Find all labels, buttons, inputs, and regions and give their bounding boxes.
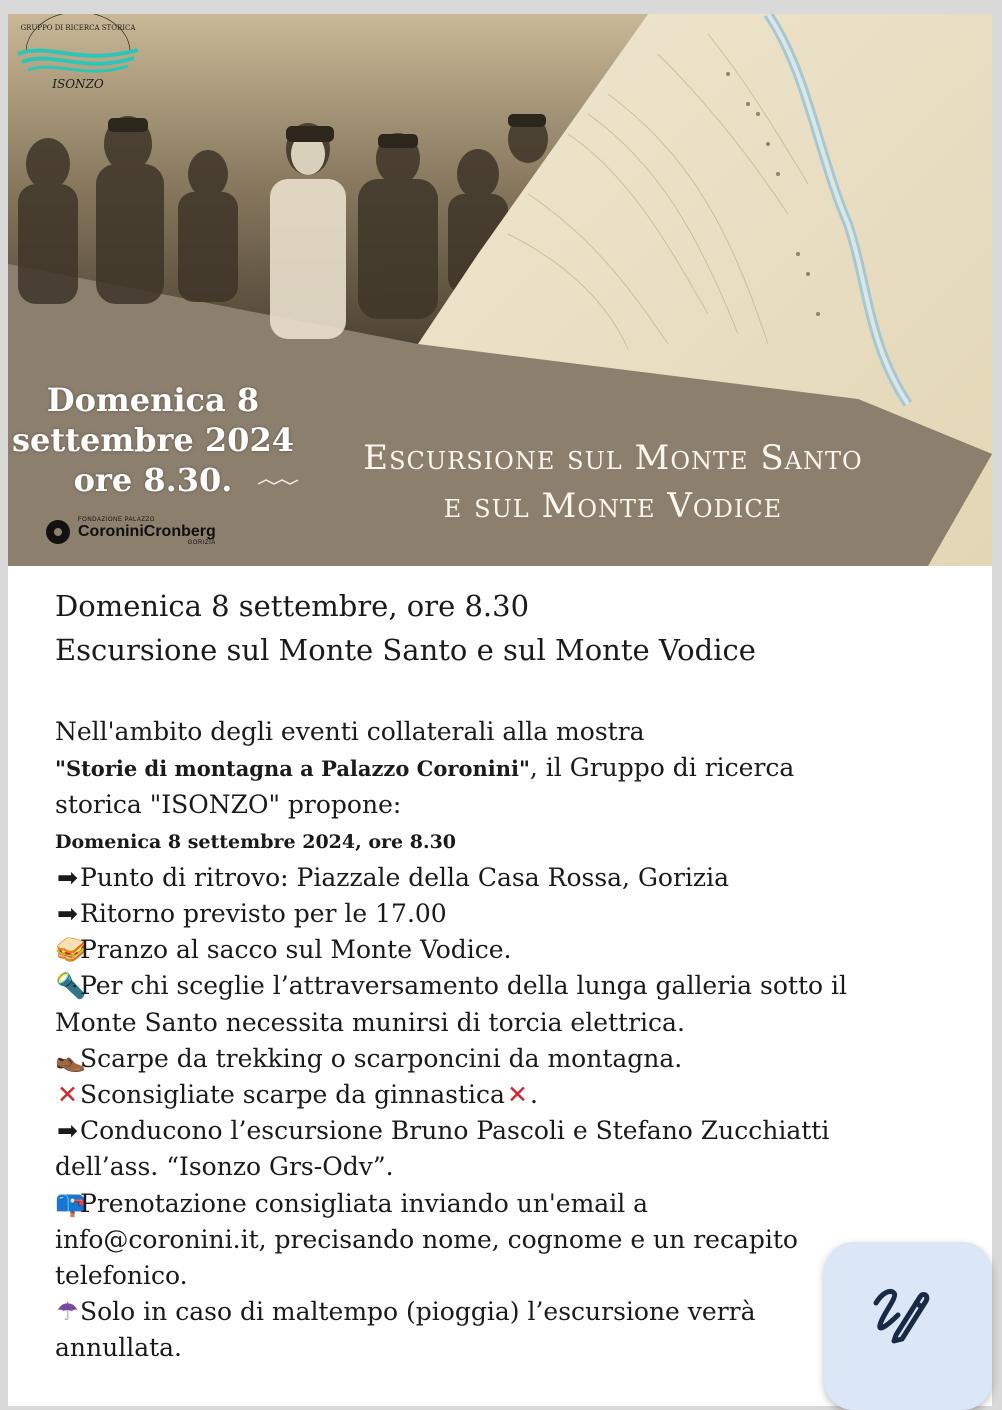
detail-meeting-point: [55, 860, 935, 896]
partner-sub-text: GORIZIA: [187, 540, 216, 546]
event-description: [55, 584, 935, 1367]
doodle-edit-icon: [868, 1281, 932, 1345]
banner-date-line3: ore 8.30.: [73, 461, 233, 499]
detail-booking-cont: telefonico.: [55, 1261, 188, 1291]
banner-title: [308, 434, 918, 530]
banner-title-line2: e sul Monte Vodice: [443, 486, 783, 526]
detail-text: Sconsigliate scarpe da ginnastica: [80, 1080, 505, 1110]
sandwich-icon: 🥪: [55, 935, 87, 965]
detail-text: Per chi sceglie l’attraversamento della lunga galleria sotto il: [80, 971, 847, 1001]
detail-guides: [55, 1113, 935, 1149]
detail-text: Ritorno previsto per le 17.00: [80, 899, 447, 929]
cross-mark-icon: ✕: [506, 1080, 528, 1110]
exhibition-title: "Storie di montagna a Palazzo Coronini": [55, 756, 530, 782]
detail-text: Scarpe da trekking o scarponcini da montagna.: [80, 1043, 683, 1073]
intro-line: storica "ISONZO" propone:: [55, 790, 402, 820]
edit-fab-button[interactable]: [824, 1242, 992, 1410]
right-arrow-icon: ➡: [57, 1116, 78, 1146]
flyer-page: [8, 14, 992, 1406]
partner-name: CoroniniCronberg: [78, 523, 216, 540]
partner-logo: [46, 514, 216, 550]
heading-title: Escursione sul Monte Santo e sul Monte Vodice: [55, 633, 756, 667]
detail-booking: [55, 1186, 935, 1222]
partner-small-text: FONDAZIONE PALAZZO: [78, 517, 155, 523]
detail-shoes: [55, 1041, 935, 1077]
flashlight-icon: 🔦: [55, 971, 87, 1001]
mailbox-icon: 📪: [55, 1188, 87, 1218]
detail-return: [55, 896, 935, 932]
event-banner: [8, 14, 992, 566]
detail-torch: [55, 968, 935, 1004]
coronini-mark-icon: [46, 520, 70, 544]
banner-date-line2: settembre 2024: [12, 421, 294, 459]
detail-guides-cont: dell’ass. “Isonzo Grs-Odv”.: [55, 1152, 394, 1182]
detail-text: Solo in caso di maltempo (pioggia) l’escursione verrà: [80, 1297, 756, 1327]
logo-arc-text: GRUPPO DI RICERCA STORICA: [20, 24, 136, 32]
event-date: Domenica 8 settembre 2024, ore 8.30: [55, 830, 457, 853]
umbrella-icon: ☂: [56, 1297, 79, 1327]
event-details: [55, 714, 935, 1367]
intro-line: Nell'ambito degli eventi collaterali alla mostra: [55, 717, 645, 746]
detail-text: Conducono l’escursione Bruno Pascoli e Stefano Zucchiatti: [80, 1116, 830, 1146]
detail-text: Prenotazione consigliata inviando un'email a: [80, 1188, 649, 1218]
cross-mark-icon: ✕: [57, 1080, 78, 1110]
detail-torch-cont: Monte Santo necessita munirsi di torcia elettrica.: [55, 1007, 685, 1037]
banner-date: [8, 380, 298, 500]
isonzo-logo: [8, 14, 148, 94]
logo-name-text: ISONZO: [52, 77, 104, 91]
detail-lunch: [55, 932, 935, 968]
right-arrow-icon: ➡: [57, 862, 78, 892]
banner-title-line1: Escursione sul Monte Santo: [363, 438, 863, 478]
banner-date-line1: Domenica 8: [46, 381, 260, 419]
right-arrow-icon: ➡: [57, 899, 78, 929]
intro-rest: , il Gruppo di ricerca: [529, 753, 795, 783]
detail-weather: [55, 1294, 935, 1330]
detail-text: Pranzo al sacco sul Monte Vodice.: [80, 935, 512, 965]
intro-line: [55, 750, 935, 787]
boot-icon: 👞: [55, 1043, 87, 1073]
detail-weather-cont: annullata.: [55, 1333, 183, 1363]
heading-date: Domenica 8 settembre, ore 8.30: [55, 589, 530, 623]
detail-booking-cont: info@coronini.it, precisando nome, cognome e un recapito: [55, 1224, 798, 1254]
detail-text: Punto di ritrovo: Piazzale della Casa Rossa, Gorizia: [80, 862, 729, 892]
detail-no-gym-shoes: ✕Sconsigliate scarpe da ginnastica✕.: [55, 1077, 935, 1113]
